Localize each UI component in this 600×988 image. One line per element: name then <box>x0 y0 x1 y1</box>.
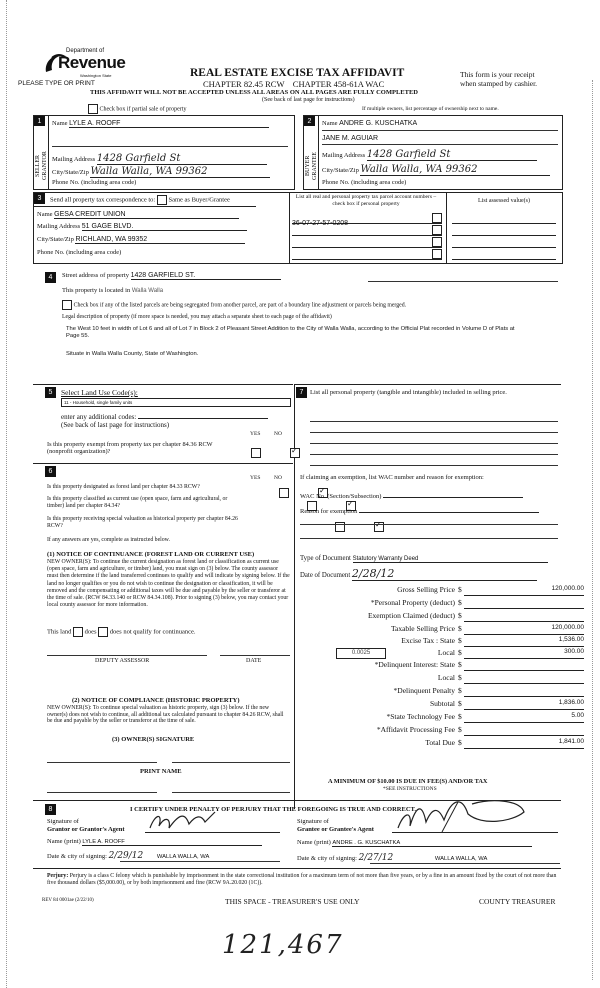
excise-local-row <box>300 648 590 659</box>
grantor-date-field[interactable]: 2/29/12 <box>108 851 144 861</box>
qualify-row <box>47 627 196 637</box>
dollar-sign: $ <box>458 611 462 620</box>
reason-line-3[interactable] <box>300 538 558 539</box>
assessed-value-field[interactable] <box>452 224 556 236</box>
fin-label: *Personal Property (deduct) <box>370 598 455 607</box>
grantor-name-field[interactable]: LYLE A. ROOFF <box>82 839 262 846</box>
doc-type-field[interactable]: Statutory Warranty Deed <box>353 556 548 563</box>
dollar-sign: $ <box>458 712 462 721</box>
buyer-name-line-2 <box>322 144 558 145</box>
grantee-sig-label-1: Signature of <box>297 818 329 825</box>
corr-city-row <box>37 236 245 244</box>
does-not-checkbox[interactable] <box>98 627 108 637</box>
section-6-marker: 6 <box>45 466 56 477</box>
fin-label: *Delinquent Interest: State <box>374 660 455 669</box>
fin-label: *Delinquent Penalty <box>393 686 455 695</box>
legal-description-label: Legal description of property (if more space is needed, you may attach a separate sheet to each page of the affidavit) <box>62 314 332 320</box>
buyer-city-label: City/State/Zip <box>322 167 359 174</box>
same-as-buyer-label: Same as Buyer/Grantee <box>168 196 230 204</box>
grantee-date-field[interactable]: 2/27/12 <box>358 853 394 863</box>
logo-name-text: Revenue <box>58 53 126 72</box>
gross-selling-price-row <box>300 585 590 596</box>
receipt-note-1: This form is your receipt <box>460 70 535 79</box>
no-header-6: NO <box>274 475 282 481</box>
send-correspondence-row <box>50 195 230 205</box>
corr-phone-row <box>37 249 121 256</box>
print-name-line-1[interactable] <box>47 792 157 793</box>
wac-label: WAC No. (Section/Subsection) <box>300 493 382 500</box>
corr-name-field[interactable]: GESA CREDIT UNION <box>54 211 239 219</box>
reason-label: Reason for exemption <box>300 508 358 515</box>
if-yes-note: If any answers are yes, complete as instructed below. <box>47 537 170 543</box>
fin-label: Total Due <box>425 738 455 747</box>
dollar-sign: $ <box>458 598 462 607</box>
doc-date-field[interactable]: 2/28/12 <box>352 567 537 581</box>
grantee-name-field[interactable]: ANDRE . G. KUSCHATKA <box>332 840 532 847</box>
street-line-2 <box>368 281 558 282</box>
street-field[interactable]: 1428 GARFIELD ST. <box>131 272 281 280</box>
delinquent-interest-state-field[interactable] <box>464 660 584 671</box>
buyer-name-row <box>322 120 417 127</box>
delinquent-penalty-field[interactable] <box>464 686 584 697</box>
dollar-sign: $ <box>458 725 462 734</box>
personal-property-checkbox[interactable] <box>432 225 442 235</box>
parcel-number[interactable]: 36-07-27-57-0208 <box>292 220 349 227</box>
subtotal-row <box>300 699 590 710</box>
section-3-marker: 3 <box>34 193 45 204</box>
historic-question: Is this property receiving special valuation as historical property per chapter 84.26 RCW? <box>47 516 238 529</box>
perjury-bold: Perjury: <box>47 873 69 879</box>
seller-divider <box>48 116 49 189</box>
perjury-text: Perjury is a class C felony which is punishable by imprisonment in the state correctional institution for a maximum term of not more than five years, or by a fine in an amount fixed by the court of not more than five thousand dollars ($5,000.00), or by both imprisonment and fine (RCW 9A.20.020 (1C)). <box>47 873 557 886</box>
located-label: This property is located in <box>62 287 131 294</box>
send-correspondence-label: Send all property tax correspondence to: <box>50 196 156 204</box>
grantee-name-label: Name (print) <box>297 839 331 846</box>
dollar-sign: $ <box>458 585 462 594</box>
buyer-mailing-label: Mailing Address <box>322 152 366 159</box>
parcel-row <box>292 248 442 260</box>
exemption-claimed-row <box>300 611 590 622</box>
taxable-selling-price-field[interactable]: 120,000.00 <box>464 624 584 635</box>
parcel-list <box>292 212 442 260</box>
fin-label: Gross Selling Price <box>397 585 455 594</box>
exemption-label: If claiming an exemption, list WAC number and reason for exemption: <box>300 474 484 481</box>
dollar-sign: $ <box>458 673 462 682</box>
assessed-value-field[interactable] <box>452 236 556 248</box>
buyer-side-label: BUYER GRANTEE <box>305 152 318 180</box>
parcel-row <box>292 212 442 227</box>
seller-phone-row <box>52 179 136 186</box>
owner-signature-heading: (3) OWNER(S) SIGNATURE <box>112 736 195 743</box>
grantee-name-row <box>297 839 532 847</box>
form-title: REAL ESTATE EXCISE TAX AFFIDAVIT <box>190 67 405 79</box>
exempt-no-checkbox[interactable] <box>290 448 300 458</box>
segregated-label: Check box if any of the listed parcels are being segregated from another parcel, are part of a boundary line adjustment or parcels being merged. <box>73 302 407 309</box>
certify-statement: I CERTIFY UNDER PENALTY OF PERJURY THAT THE FOREGOING IS TRUE AND CORRECT. <box>130 806 417 813</box>
chapters-text: CHAPTER 82.45 RCW CHAPTER 458-61A WAC <box>203 79 385 89</box>
grantor-name-label: Name (print) <box>47 838 81 845</box>
parcels-header: List all real and personal property tax parcel account numbers – check box if personal property <box>295 194 437 207</box>
additional-codes-row <box>61 410 268 421</box>
additional-codes-label: enter any additional codes: <box>61 413 137 421</box>
excise-state-row <box>300 636 590 647</box>
please-type-text: PLEASE TYPE OR PRINT <box>18 80 95 87</box>
deputy-date-label: DATE <box>246 658 262 664</box>
fin-label: Local <box>437 648 455 657</box>
deputy-assessor-label: DEPUTY ASSESSOR <box>95 658 150 664</box>
dollar-sign: $ <box>458 636 462 645</box>
assessed-header: List assessed value(s) <box>478 198 530 204</box>
gross-selling-price-field[interactable]: 120,000.00 <box>464 585 584 596</box>
section-4-marker: 4 <box>45 272 56 283</box>
personal-property-checkbox[interactable] <box>432 237 442 247</box>
grantor-date-line <box>120 861 280 862</box>
located-row <box>62 287 163 294</box>
perjury-note <box>47 873 559 887</box>
located-field[interactable]: Walla Walla <box>131 288 164 294</box>
tax-correspondence-box <box>33 192 563 264</box>
grantee-date-row <box>297 853 487 863</box>
exempt-yes-checkbox[interactable] <box>251 448 261 458</box>
form-revision: REV 84 0001ae (2/22/10) <box>42 898 94 903</box>
corr-phone-label: Phone No. (including area code) <box>37 249 122 256</box>
treasurer-space-label: THIS SPACE - TREASURER'S USE ONLY <box>225 897 360 906</box>
multiple-owners-note: If multiple owners, list percentage of ownership next to name. <box>362 106 499 112</box>
does-label: does <box>84 628 97 636</box>
grantor-signature-field[interactable] <box>145 822 280 833</box>
section-2-marker: 2 <box>304 116 315 126</box>
yes-header: YES <box>250 431 261 437</box>
personal-property-deduct-row <box>300 598 590 609</box>
parcel-divider <box>289 193 290 263</box>
corr-city-field[interactable]: RICHLAND, WA 99352 <box>75 236 245 244</box>
dollar-sign: $ <box>458 648 462 657</box>
additional-codes-field[interactable] <box>138 410 268 419</box>
personal-property-label: List all personal property (tangible and intangible) included in selling price. <box>310 389 507 396</box>
total-due-row <box>300 738 590 749</box>
footer-rule <box>33 868 561 869</box>
doc-date-row <box>300 567 537 581</box>
no-header: NO <box>274 431 282 437</box>
scan-margin-right <box>592 80 593 980</box>
fin-label: Taxable Selling Price <box>390 624 455 633</box>
fin-label: *Affidavit Processing Fee <box>376 725 455 734</box>
fin-label: Local <box>437 673 455 682</box>
assessed-value-field[interactable] <box>452 248 556 260</box>
buyer-divider <box>318 116 319 189</box>
seller-grantor-box <box>33 115 295 190</box>
sec3-divider <box>34 206 256 207</box>
seller-city-row <box>52 166 270 178</box>
personal-property-checkbox[interactable] <box>432 213 442 223</box>
grantee-city-field[interactable]: WALLA WALLA, WA <box>434 856 488 862</box>
seller-name-line-2 <box>52 146 288 147</box>
local-rate-field[interactable]: 0.0025 <box>336 648 386 659</box>
corr-name-label: Name <box>37 211 53 218</box>
excise-local-field[interactable]: 300.00 <box>464 648 584 659</box>
land-use-label: Select Land Use Code(s): <box>61 388 138 397</box>
buyer-phone-label: Phone No. (including area code) <box>322 179 407 186</box>
seller-mailing-field[interactable]: 1428 Garfield St <box>97 153 267 165</box>
segregated-row <box>62 300 406 310</box>
sec5-top-rule <box>33 384 293 385</box>
notice-continuance-title: (1) NOTICE OF CONTINUANCE (FOREST LAND OR CURRENT USE) <box>47 551 255 558</box>
forest-yes-checkbox[interactable] <box>279 488 289 498</box>
buyer-name-2-field[interactable]: JANE M. AGUIAR <box>322 135 379 142</box>
print-name-line-2[interactable] <box>172 792 290 793</box>
grantee-signature-scribble <box>392 792 532 832</box>
grantor-name-row <box>47 838 262 846</box>
county-treasurer-label: COUNTY TREASURER <box>479 897 556 906</box>
notice-compliance-title: (2) NOTICE OF COMPLIANCE (HISTORIC PROPERTY) <box>72 697 240 704</box>
assessed-divider <box>446 193 447 263</box>
seller-name-row <box>52 120 282 128</box>
current-use-question: Is this property classified as current use (open space, farm and agricultural, or timber) land per chapter 84.34? <box>47 496 228 509</box>
see-instructions-note: *SEE INSTRUCTIONS <box>383 786 437 792</box>
logo-dept-text: Department of <box>66 48 105 54</box>
doc-type-label: Type of Document <box>300 555 351 562</box>
reason-line-2[interactable] <box>300 524 558 525</box>
scan-margin-left <box>6 0 7 988</box>
seller-name-label: Name <box>52 120 68 127</box>
street-label: Street address of property <box>62 272 129 279</box>
grantee-sig-label-2: Grantee or Grantee's Agent <box>297 826 374 833</box>
dollar-sign: $ <box>458 699 462 708</box>
corr-mailing-label: Mailing Address <box>37 223 81 230</box>
parcel-row <box>292 224 442 236</box>
reason-row <box>300 504 539 515</box>
buyer-name-1-field[interactable]: ANDRE G. KUSCHATKA <box>339 120 418 127</box>
street-row <box>62 272 281 280</box>
buyer-mailing-field[interactable]: 1428 Garfield St <box>367 149 537 161</box>
fin-label: *State Technology Fee <box>386 712 455 721</box>
qualify-label: qualify for continuance. <box>133 628 196 636</box>
subtotal-field[interactable]: 1,836.00 <box>464 699 584 710</box>
yes-header-6: YES <box>250 475 261 481</box>
taxable-selling-price-row <box>300 624 590 635</box>
seller-phone-label: Phone No. (including area code) <box>52 179 137 186</box>
exempt-question: Is this property exempt from property tax per chapter 84.36 RCW (nonprofit organization)? <box>47 441 213 455</box>
legal-situate-text: Situate in Walla Walla County, State of Washington. <box>66 351 199 357</box>
deputy-date-line <box>220 655 290 656</box>
personal-property-checkbox[interactable] <box>432 249 442 259</box>
grantor-signature-scribble <box>145 810 225 832</box>
section-1-marker: 1 <box>34 116 45 126</box>
corr-mailing-row <box>37 223 247 231</box>
buyer-name-label: Name <box>322 120 338 127</box>
buyer-phone-row <box>322 179 406 186</box>
corr-city-label: City/State/Zip <box>37 236 74 243</box>
this-land-label: This land <box>47 628 72 636</box>
grantor-sig-label-1: Signature of <box>47 818 79 825</box>
land-use-select[interactable]: 11 - Household, single family units <box>61 398 291 407</box>
doc-date-label: Date of Document <box>300 572 351 579</box>
personal-property-line[interactable] <box>310 432 558 433</box>
excise-state-field[interactable]: 1,536.00 <box>464 636 584 647</box>
section-5-marker: 5 <box>45 387 56 398</box>
deputy-sig-line <box>47 655 207 656</box>
buyer-city-field[interactable]: Walla Walla, WA 99362 <box>360 164 550 176</box>
state-technology-fee-field[interactable]: 5.00 <box>464 712 584 723</box>
print-name-heading: PRINT NAME <box>140 768 182 775</box>
grantee-date-line <box>370 863 560 864</box>
logo-state-text: Washington State <box>80 73 112 78</box>
dollar-sign: $ <box>458 686 462 695</box>
total-due-field[interactable]: 1,841.00 <box>464 738 584 749</box>
wac-field[interactable] <box>383 489 523 498</box>
seller-mailing-row <box>52 153 267 165</box>
delinquent-interest-state-row <box>300 660 590 671</box>
seller-name-field[interactable]: LYLE A. ROOFF <box>69 120 269 128</box>
does-not-label: does not <box>109 628 132 636</box>
instructions-note: (See back of last page for instructions) <box>262 97 355 103</box>
corr-name-row <box>37 211 239 219</box>
receipt-note-2: when stamped by cashier. <box>460 79 538 88</box>
buyer-name-line <box>322 130 558 131</box>
seller-side-label: SELLER GRANTOR <box>35 151 48 181</box>
grantee-date-label: Date & city of signing: <box>297 855 357 862</box>
personal-property-line[interactable] <box>310 421 558 422</box>
doc-type-row <box>300 555 548 563</box>
parcel-row <box>292 236 442 248</box>
buyer-city-row <box>322 164 550 176</box>
does-checkbox[interactable] <box>73 627 83 637</box>
fin-label: Excise Tax : State <box>401 636 455 645</box>
state-technology-fee-row <box>300 712 590 723</box>
segregated-checkbox[interactable] <box>62 300 72 310</box>
owner-sig-line-2[interactable] <box>172 762 290 763</box>
see-back-note: (See back of last page for instructions) <box>61 421 170 429</box>
corr-mailing-field[interactable]: 51 GAGE BLVD. <box>82 223 247 231</box>
grantor-date-label: Date & city of signing: <box>47 853 107 860</box>
fin-label: Exemption Claimed (deduct) <box>367 611 455 620</box>
minimum-fee-note: A MINIMUM OF $10.00 IS DUE IN FEE(S) AND/OR TAX <box>328 778 488 785</box>
grantor-date-row <box>47 851 209 861</box>
personal-property-deduct-field[interactable] <box>464 598 584 609</box>
affidavit-processing-fee-row <box>300 725 590 736</box>
buyer-grantee-box <box>303 115 563 190</box>
delinquent-interest-local-field[interactable] <box>464 673 584 684</box>
fin-label: Subtotal <box>429 699 455 708</box>
seller-city-label: City/State/Zip <box>52 169 89 176</box>
handwritten-recording-number: 121,467 <box>222 930 344 960</box>
partial-sale-row <box>88 104 186 114</box>
same-as-buyer-checkbox[interactable] <box>157 195 167 205</box>
personal-property-line[interactable] <box>310 454 558 455</box>
assessed-value-field[interactable] <box>452 212 556 224</box>
section-7-marker: 7 <box>296 387 307 398</box>
delinquent-penalty-row <box>300 686 590 697</box>
dollar-sign: $ <box>458 738 462 747</box>
partial-sale-label: Check box if partial sale of property <box>99 106 187 113</box>
seller-mailing-label: Mailing Address <box>52 156 96 163</box>
affidavit-processing-fee-field[interactable] <box>464 725 584 736</box>
personal-property-line[interactable] <box>310 465 558 466</box>
notice-continuance-text: NEW OWNER(S): To continue the current designation as forest land or classification as current use (open space, farm and agriculture, or timber) land, you must sign on (3) below. The county assessor must then determine if the land transferred continues to qualify and will indicate by signing below. If the land no longer qualifies or you do not wish to continue the designation or classification, it will be removed and the compensating or additional taxes will be due and payable by the seller or transferor at the time of sale. (RCW 84.33.140 or RCW 84.34.108). Prior to signing (3) below, you may contact your local county assessor for more information. <box>47 559 290 609</box>
section-8-marker: 8 <box>45 804 56 815</box>
wac-row <box>300 489 523 500</box>
seller-city-field[interactable]: Walla Walla, WA 99362 <box>90 166 270 178</box>
delinquent-interest-local-row <box>300 673 590 684</box>
dollar-sign: $ <box>458 624 462 633</box>
buyer-mailing-row <box>322 149 537 161</box>
notice-compliance-text: NEW OWNER(S): To continue special valuation as historic property, sign (3) below. If the new owner(s) does not wish to continue, all additional tax calculated pursuant to chapter 84.26 RCW, shall be due and payable by the seller or transferor at the time of sale. <box>47 705 284 725</box>
owner-sig-line-1[interactable] <box>47 762 157 763</box>
sec6-top-rule <box>33 463 293 464</box>
personal-property-line[interactable] <box>310 443 558 444</box>
grantor-sig-label-2: Grantor or Grantor's Agent <box>47 826 125 833</box>
dollar-sign: $ <box>458 660 462 669</box>
forest-land-question: Is this property designated as forest land per chapter 84.33 RCW? <box>47 484 200 490</box>
grantor-city-field[interactable]: WALLA WALLA, WA <box>156 854 210 860</box>
grantee-signature-field[interactable] <box>392 822 558 833</box>
reason-field[interactable] <box>359 504 539 513</box>
assessed-list <box>452 212 556 260</box>
legal-description-text: The West 10 feet in width of Lot 6 and all of Lot 7 in Block 2 of Pleasant Street Addition to the City of Walla Walla, according to the Official Plat recorded in Volume D of Plats at Page 55. <box>66 326 515 339</box>
warning-text: THIS AFFIDAVIT WILL NOT BE ACCEPTED UNLESS ALL AREAS ON ALL PAGES ARE FULLY COMPLETED <box>90 89 418 96</box>
exemption-claimed-field[interactable] <box>464 611 584 622</box>
partial-sale-checkbox[interactable] <box>88 104 98 114</box>
sec7-top-rule <box>294 384 561 385</box>
